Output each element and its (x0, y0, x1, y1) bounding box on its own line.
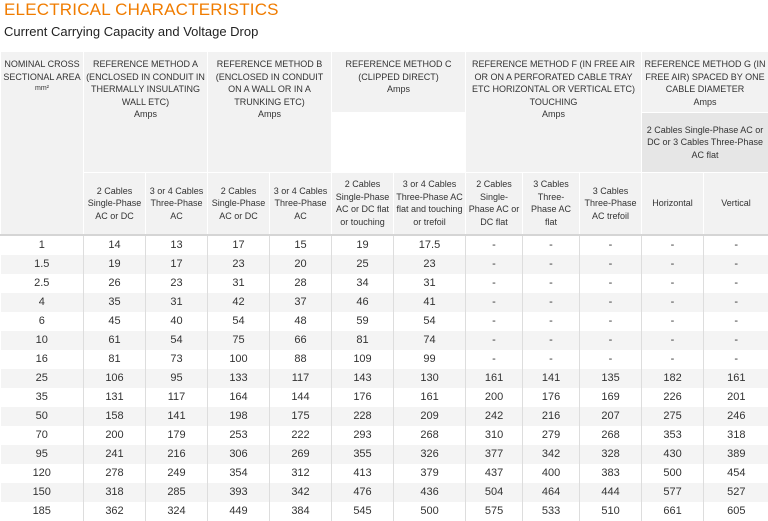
rating-cell: 362 (84, 502, 146, 521)
rating-cell: 141 (146, 407, 208, 426)
rating-cell: 135 (580, 369, 642, 388)
cross-section-cell: 2.5 (1, 274, 84, 293)
header-sub-a1: 2 Cables Single-Phase AC or DC (84, 173, 146, 235)
rating-cell: 383 (580, 464, 642, 483)
rating-cell: - (466, 293, 523, 312)
rating-cell: - (466, 312, 523, 331)
cross-section-cell: 6 (1, 312, 84, 331)
table-row (1, 312, 768, 331)
rating-cell: 545 (332, 502, 394, 521)
rating-cell: 436 (394, 483, 466, 502)
rating-cell: 342 (270, 483, 332, 502)
rating-cell: 176 (332, 388, 394, 407)
rating-cell: 179 (146, 426, 208, 445)
rating-cell: 17 (208, 235, 270, 255)
rating-cell: 100 (208, 350, 270, 369)
rating-cell: - (642, 274, 704, 293)
table-row (1, 369, 768, 388)
rating-cell: 42 (208, 293, 270, 312)
rating-cell: 109 (332, 350, 394, 369)
rating-cell: 130 (394, 369, 466, 388)
rating-cell: 15 (270, 235, 332, 255)
rating-cell: 131 (84, 388, 146, 407)
rating-cell: 31 (394, 274, 466, 293)
cross-section-cell: 150 (1, 483, 84, 502)
table-row (1, 274, 768, 293)
rating-cell: 99 (394, 350, 466, 369)
rating-cell: 34 (332, 274, 394, 293)
rating-cell: 275 (642, 407, 704, 426)
rating-cell: - (466, 350, 523, 369)
table-row (1, 388, 768, 407)
rating-cell: 527 (704, 483, 768, 502)
rating-cell: 500 (394, 502, 466, 521)
rating-cell: 605 (704, 502, 768, 521)
header-sub-f2: 3 Cables Three-Phase AC flat (523, 173, 580, 235)
rating-cell: 141 (523, 369, 580, 388)
ratings-table-wrapper (0, 51, 768, 521)
table-row (1, 331, 768, 350)
rating-cell: - (642, 293, 704, 312)
header-method-f: REFERENCE METHOD F (IN FREE AIR OR ON A PERFORATED CABLE TRAY ETC HORIZONTAL OR VERTICAL ETC) TOUCHING Amps (466, 52, 642, 173)
table-header (1, 52, 768, 235)
rating-cell: 253 (208, 426, 270, 445)
rating-cell: 209 (394, 407, 466, 426)
rating-cell: 430 (642, 445, 704, 464)
rating-cell: - (580, 255, 642, 274)
rating-cell: 393 (208, 483, 270, 502)
rating-cell: 342 (523, 445, 580, 464)
rating-cell: - (580, 312, 642, 331)
rating-cell: - (523, 274, 580, 293)
rating-cell: 377 (466, 445, 523, 464)
rating-cell: 26 (84, 274, 146, 293)
rating-cell: - (523, 293, 580, 312)
rating-cell: 37 (270, 293, 332, 312)
cross-section-cell: 50 (1, 407, 84, 426)
header-method-g: REFERENCE METHOD G (IN FREE AIR) SPACED BY ONE CABLE DIAMETER Amps (642, 52, 768, 113)
rating-cell: 182 (642, 369, 704, 388)
header-cross-sectional-area: NOMINAL CROSS SECTIONAL AREA mm² (1, 52, 84, 235)
rating-cell: - (642, 235, 704, 255)
table-row (1, 426, 768, 445)
header-method-c-spacer (332, 113, 466, 173)
rating-cell: 198 (208, 407, 270, 426)
rating-cell: 454 (704, 464, 768, 483)
rating-cell: 161 (394, 388, 466, 407)
rating-cell: 73 (146, 350, 208, 369)
rating-cell: 577 (642, 483, 704, 502)
rating-cell: 81 (84, 350, 146, 369)
rating-cell: 242 (466, 407, 523, 426)
rating-cell: 45 (84, 312, 146, 331)
header-method-a: REFERENCE METHOD A (ENCLOSED IN CONDUIT IN THERMALLY INSULATING WALL ETC) Amps (84, 52, 208, 173)
rating-cell: 464 (523, 483, 580, 502)
header-sub-f3: 3 Cables Three-Phase AC trefoil (580, 173, 642, 235)
rating-cell: 41 (394, 293, 466, 312)
rating-cell: - (580, 350, 642, 369)
rating-cell: - (466, 255, 523, 274)
rating-cell: 133 (208, 369, 270, 388)
rating-cell: 28 (270, 274, 332, 293)
rating-cell: 476 (332, 483, 394, 502)
cross-section-cell: 1 (1, 235, 84, 255)
rating-cell: 324 (146, 502, 208, 521)
rating-cell: 54 (146, 331, 208, 350)
rating-cell: 400 (523, 464, 580, 483)
rating-cell: 31 (208, 274, 270, 293)
rating-cell: 20 (270, 255, 332, 274)
table-row (1, 235, 768, 255)
rating-cell: 54 (394, 312, 466, 331)
rating-cell: - (642, 350, 704, 369)
rating-cell: 246 (704, 407, 768, 426)
rating-cell: - (466, 331, 523, 350)
rating-cell: 161 (466, 369, 523, 388)
rating-cell: - (704, 350, 768, 369)
rating-cell: 413 (332, 464, 394, 483)
rating-cell: 379 (394, 464, 466, 483)
cross-section-cell: 10 (1, 331, 84, 350)
rating-cell: 269 (270, 445, 332, 464)
current-capacity-table (0, 51, 768, 521)
rating-cell: 175 (270, 407, 332, 426)
header-sub-g-vertical: Vertical (704, 173, 768, 235)
cross-section-cell: 185 (1, 502, 84, 521)
cross-section-cell: 1.5 (1, 255, 84, 274)
rating-cell: 310 (466, 426, 523, 445)
rating-cell: 40 (146, 312, 208, 331)
rating-cell: - (580, 274, 642, 293)
rating-cell: - (704, 274, 768, 293)
rating-cell: 19 (84, 255, 146, 274)
rating-cell: - (704, 331, 768, 350)
table-row (1, 483, 768, 502)
rating-cell: 176 (523, 388, 580, 407)
rating-cell: 23 (208, 255, 270, 274)
rating-cell: 19 (332, 235, 394, 255)
rating-cell: - (523, 235, 580, 255)
rating-cell: - (704, 293, 768, 312)
rating-cell: - (704, 255, 768, 274)
rating-cell: - (466, 274, 523, 293)
rating-cell: 207 (580, 407, 642, 426)
rating-cell: 95 (146, 369, 208, 388)
rating-cell: 278 (84, 464, 146, 483)
rating-cell: - (642, 312, 704, 331)
rating-cell: 449 (208, 502, 270, 521)
rating-cell: 318 (704, 426, 768, 445)
rating-cell: 169 (580, 388, 642, 407)
page-title: ELECTRICAL CHARACTERISTICS (4, 0, 279, 20)
header-method-g-sub: 2 Cables Single-Phase AC or DC or 3 Cables Three-Phase AC flat (642, 113, 768, 173)
header-method-c: REFERENCE METHOD C (CLIPPED DIRECT) Amps (332, 52, 466, 113)
rating-cell: 59 (332, 312, 394, 331)
table-row (1, 407, 768, 426)
rating-cell: 318 (84, 483, 146, 502)
table-body (1, 235, 768, 521)
rating-cell: 249 (146, 464, 208, 483)
rating-cell: 533 (523, 502, 580, 521)
rating-cell: 61 (84, 331, 146, 350)
rating-cell: 74 (394, 331, 466, 350)
rating-cell: 328 (580, 445, 642, 464)
rating-cell: 389 (704, 445, 768, 464)
header-sub-f1: 2 Cables Single-Phase AC or DC flat (466, 173, 523, 235)
rating-cell: 17.5 (394, 235, 466, 255)
rating-cell: 228 (332, 407, 394, 426)
rating-cell: 143 (332, 369, 394, 388)
rating-cell: 437 (466, 464, 523, 483)
rating-cell: - (523, 312, 580, 331)
rating-cell: 500 (642, 464, 704, 483)
header-sub-g-horizontal: Horizontal (642, 173, 704, 235)
rating-cell: 268 (580, 426, 642, 445)
rating-cell: - (704, 235, 768, 255)
rating-cell: 14 (84, 235, 146, 255)
header-sub-a2: 3 or 4 Cables Three-Phase AC (146, 173, 208, 235)
rating-cell: - (704, 312, 768, 331)
rating-cell: 504 (466, 483, 523, 502)
rating-cell: 66 (270, 331, 332, 350)
rating-cell: 88 (270, 350, 332, 369)
rating-cell: 355 (332, 445, 394, 464)
page-subtitle: Current Carrying Capacity and Voltage Drop (4, 24, 258, 39)
cross-section-cell: 4 (1, 293, 84, 312)
rating-cell: 46 (332, 293, 394, 312)
rating-cell: - (580, 235, 642, 255)
table-row (1, 502, 768, 521)
rating-cell: 326 (394, 445, 466, 464)
rating-cell: 354 (208, 464, 270, 483)
rating-cell: - (642, 255, 704, 274)
rating-cell: 164 (208, 388, 270, 407)
rating-cell: 158 (84, 407, 146, 426)
rating-cell: 306 (208, 445, 270, 464)
rating-cell: 279 (523, 426, 580, 445)
rating-cell: 575 (466, 502, 523, 521)
table-row (1, 445, 768, 464)
rating-cell: 200 (466, 388, 523, 407)
table-row (1, 293, 768, 312)
rating-cell: 117 (146, 388, 208, 407)
rating-cell: 81 (332, 331, 394, 350)
table-row (1, 255, 768, 274)
rating-cell: 117 (270, 369, 332, 388)
rating-cell: 25 (332, 255, 394, 274)
rating-cell: 200 (84, 426, 146, 445)
rating-cell: 384 (270, 502, 332, 521)
header-sub-b2: 3 or 4 Cables Three-Phase AC (270, 173, 332, 235)
cross-section-cell: 120 (1, 464, 84, 483)
cross-section-cell: 16 (1, 350, 84, 369)
rating-cell: 161 (704, 369, 768, 388)
rating-cell: 23 (394, 255, 466, 274)
header-sub-b1: 2 Cables Single-Phase AC or DC (208, 173, 270, 235)
rating-cell: 241 (84, 445, 146, 464)
rating-cell: 75 (208, 331, 270, 350)
table-row (1, 464, 768, 483)
rating-cell: 444 (580, 483, 642, 502)
rating-cell: - (642, 331, 704, 350)
rating-cell: 23 (146, 274, 208, 293)
rating-cell: 35 (84, 293, 146, 312)
rating-cell: 144 (270, 388, 332, 407)
table-row (1, 350, 768, 369)
rating-cell: 268 (394, 426, 466, 445)
rating-cell: 216 (146, 445, 208, 464)
rating-cell: - (523, 331, 580, 350)
rating-cell: 222 (270, 426, 332, 445)
rating-cell: 106 (84, 369, 146, 388)
rating-cell: 54 (208, 312, 270, 331)
cross-section-cell: 35 (1, 388, 84, 407)
rating-cell: 216 (523, 407, 580, 426)
rating-cell: 353 (642, 426, 704, 445)
rating-cell: - (580, 331, 642, 350)
rating-cell: 201 (704, 388, 768, 407)
rating-cell: 312 (270, 464, 332, 483)
rating-cell: 48 (270, 312, 332, 331)
rating-cell: - (523, 350, 580, 369)
header-method-b: REFERENCE METHOD B (ENCLOSED IN CONDUIT ON A WALL OR IN A TRUNKING ETC) Amps (208, 52, 332, 173)
cross-section-cell: 70 (1, 426, 84, 445)
header-sub-c2: 3 or 4 Cables Three-Phase AC flat and touching or trefoil (394, 173, 466, 235)
cross-section-cell: 25 (1, 369, 84, 388)
rating-cell: 293 (332, 426, 394, 445)
header-sub-c1: 2 Cables Single-Phase AC or DC flat or touching (332, 173, 394, 235)
rating-cell: 31 (146, 293, 208, 312)
rating-cell: 17 (146, 255, 208, 274)
rating-cell: - (580, 293, 642, 312)
rating-cell: 510 (580, 502, 642, 521)
rating-cell: 13 (146, 235, 208, 255)
rating-cell: - (523, 255, 580, 274)
rating-cell: 661 (642, 502, 704, 521)
rating-cell: 285 (146, 483, 208, 502)
rating-cell: 226 (642, 388, 704, 407)
cross-section-cell: 95 (1, 445, 84, 464)
rating-cell: - (466, 235, 523, 255)
